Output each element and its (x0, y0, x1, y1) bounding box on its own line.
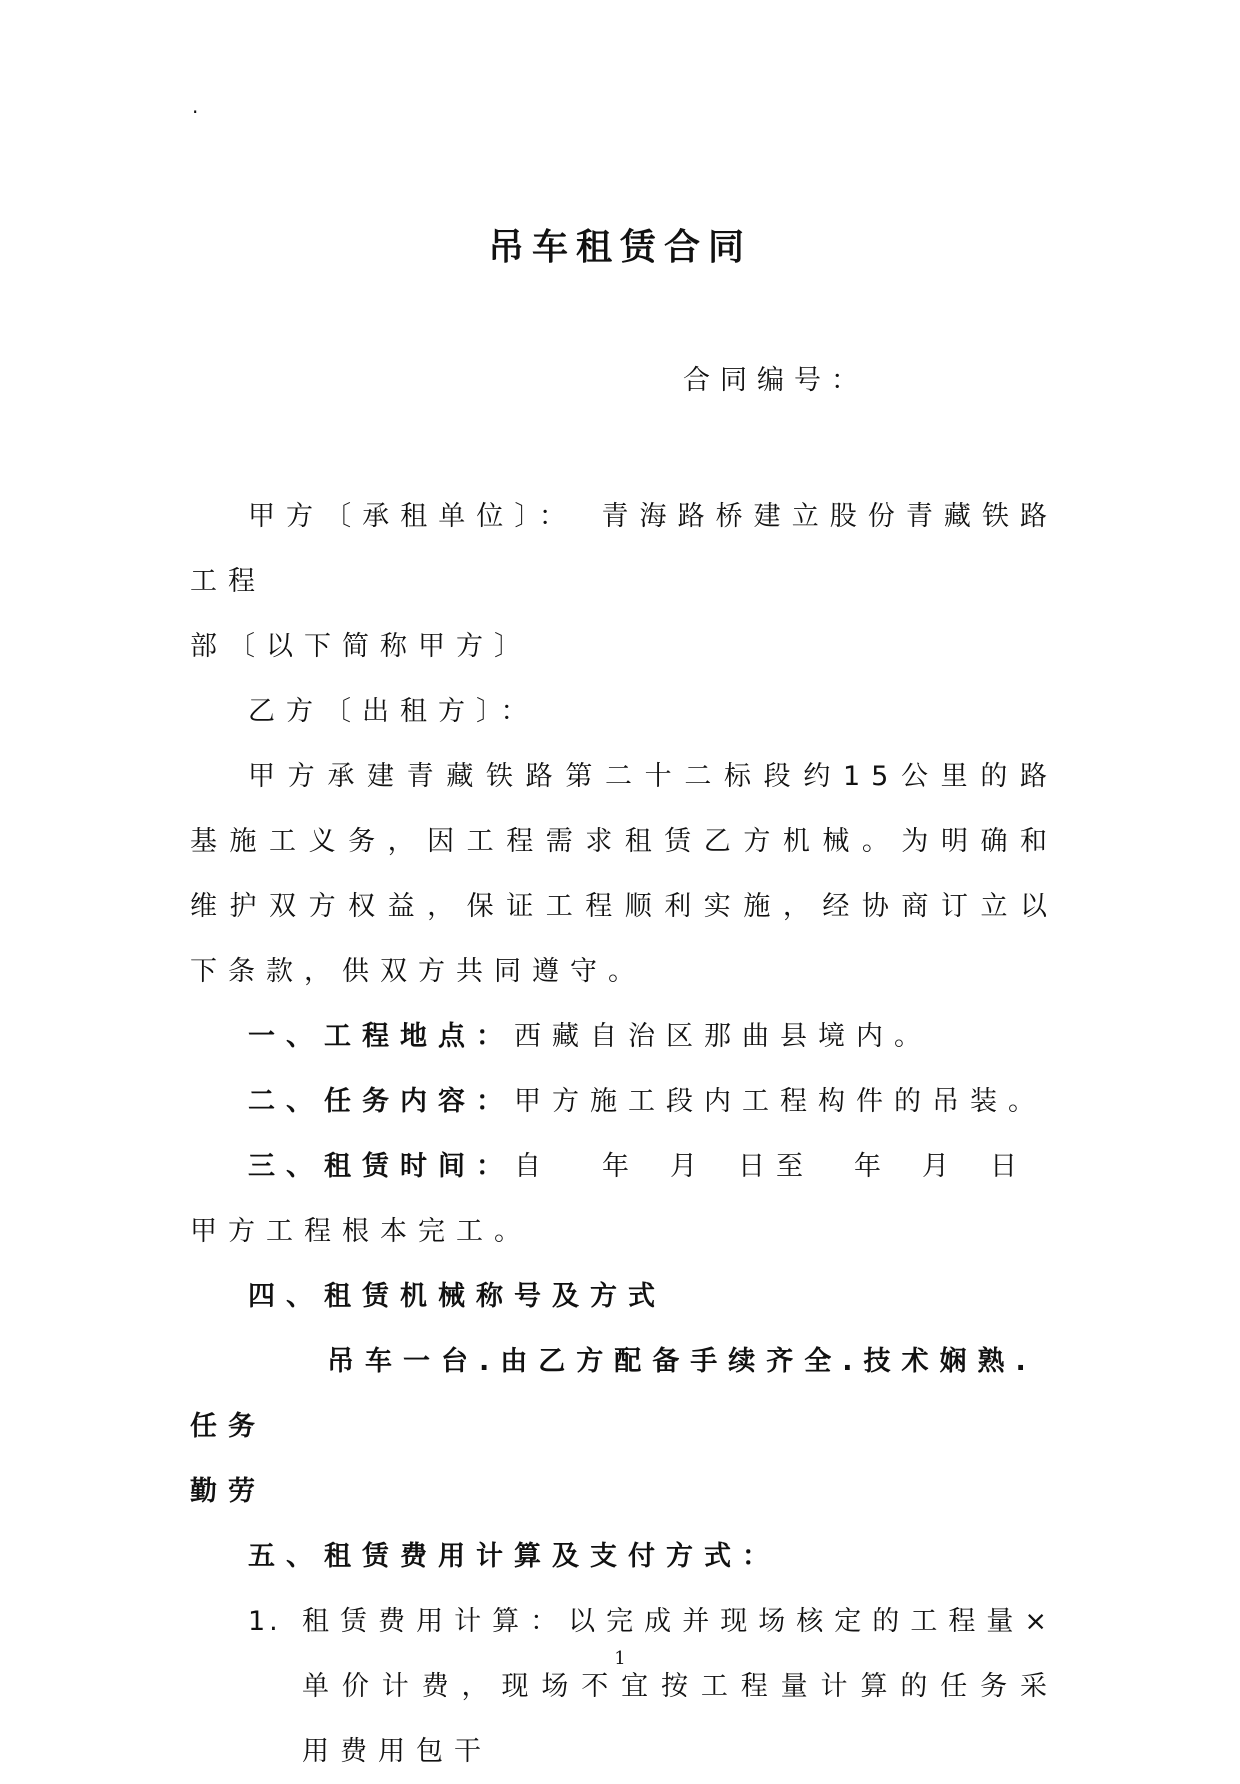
section-location (190, 1004, 1058, 1069)
section-task (190, 1069, 1058, 1134)
section-machine-text-line-2: 勤劳 (190, 1476, 266, 1507)
document-title: 吊车租赁合同 (487, 227, 752, 268)
section-fee-heading: 五、租赁费用计算及支付方式： (248, 1541, 780, 1572)
section-time-heading: 三、租赁时间： (248, 1151, 514, 1182)
section-time (190, 1134, 1058, 1199)
time-from: 自 (514, 1151, 552, 1182)
section-machine-text-line-1: 吊车一台.由乙方配备手续齐全.技术娴熟.任务 (190, 1346, 1037, 1442)
time-month-2: 月 (922, 1151, 960, 1182)
section-task-text: 甲方施工段内工程构件的吊装。 (514, 1086, 1046, 1117)
section-time-continued: 甲方工程根本完工。 (190, 1216, 532, 1247)
time-month-1: 月 (670, 1151, 708, 1182)
time-year-2: 年 (854, 1151, 892, 1182)
fee-item-1-text: 租赁费用计算：以完成并现场核定的工程量×单价计费，现场不宜按工程量计算的任务采用费用包干 (302, 1606, 1058, 1767)
contract-number-label: 合同编号： (683, 365, 868, 396)
page-number: 1 (614, 1648, 626, 1669)
section-machine-heading: 四、租赁机械称号及方式 (248, 1281, 666, 1312)
time-day-1: 日至 (738, 1151, 814, 1182)
section-task-heading: 二、任务内容： (248, 1086, 514, 1117)
time-year-1: 年 (602, 1151, 640, 1182)
party-a-line-2: 部〔以下简称甲方〕 (190, 631, 532, 662)
contract-body (190, 484, 1058, 1784)
section-location-heading: 一、工程地点： (248, 1021, 514, 1052)
time-day-2: 日 (990, 1151, 1028, 1182)
party-b: 乙方〔出租方〕： (248, 696, 539, 727)
page-marker-dot: . (192, 94, 199, 118)
fee-item-1 (190, 1589, 1058, 1784)
party-a-line-1: 甲方〔承租单位〕： 青海路桥建立股份青藏铁路工程 (190, 501, 1058, 597)
section-location-text: 西藏自治区那曲县境内。 (514, 1021, 932, 1052)
fee-item-1-number: 1. (248, 1606, 282, 1637)
intro-paragraph: 甲方承建青藏铁路第二十二标段约15公里的路基施工义务，因工程需求租赁乙方机械。为明确和维护双方权益，保证工程顺利实施，经协商订立以下条款，供双方共同遵守。 (190, 761, 1058, 987)
